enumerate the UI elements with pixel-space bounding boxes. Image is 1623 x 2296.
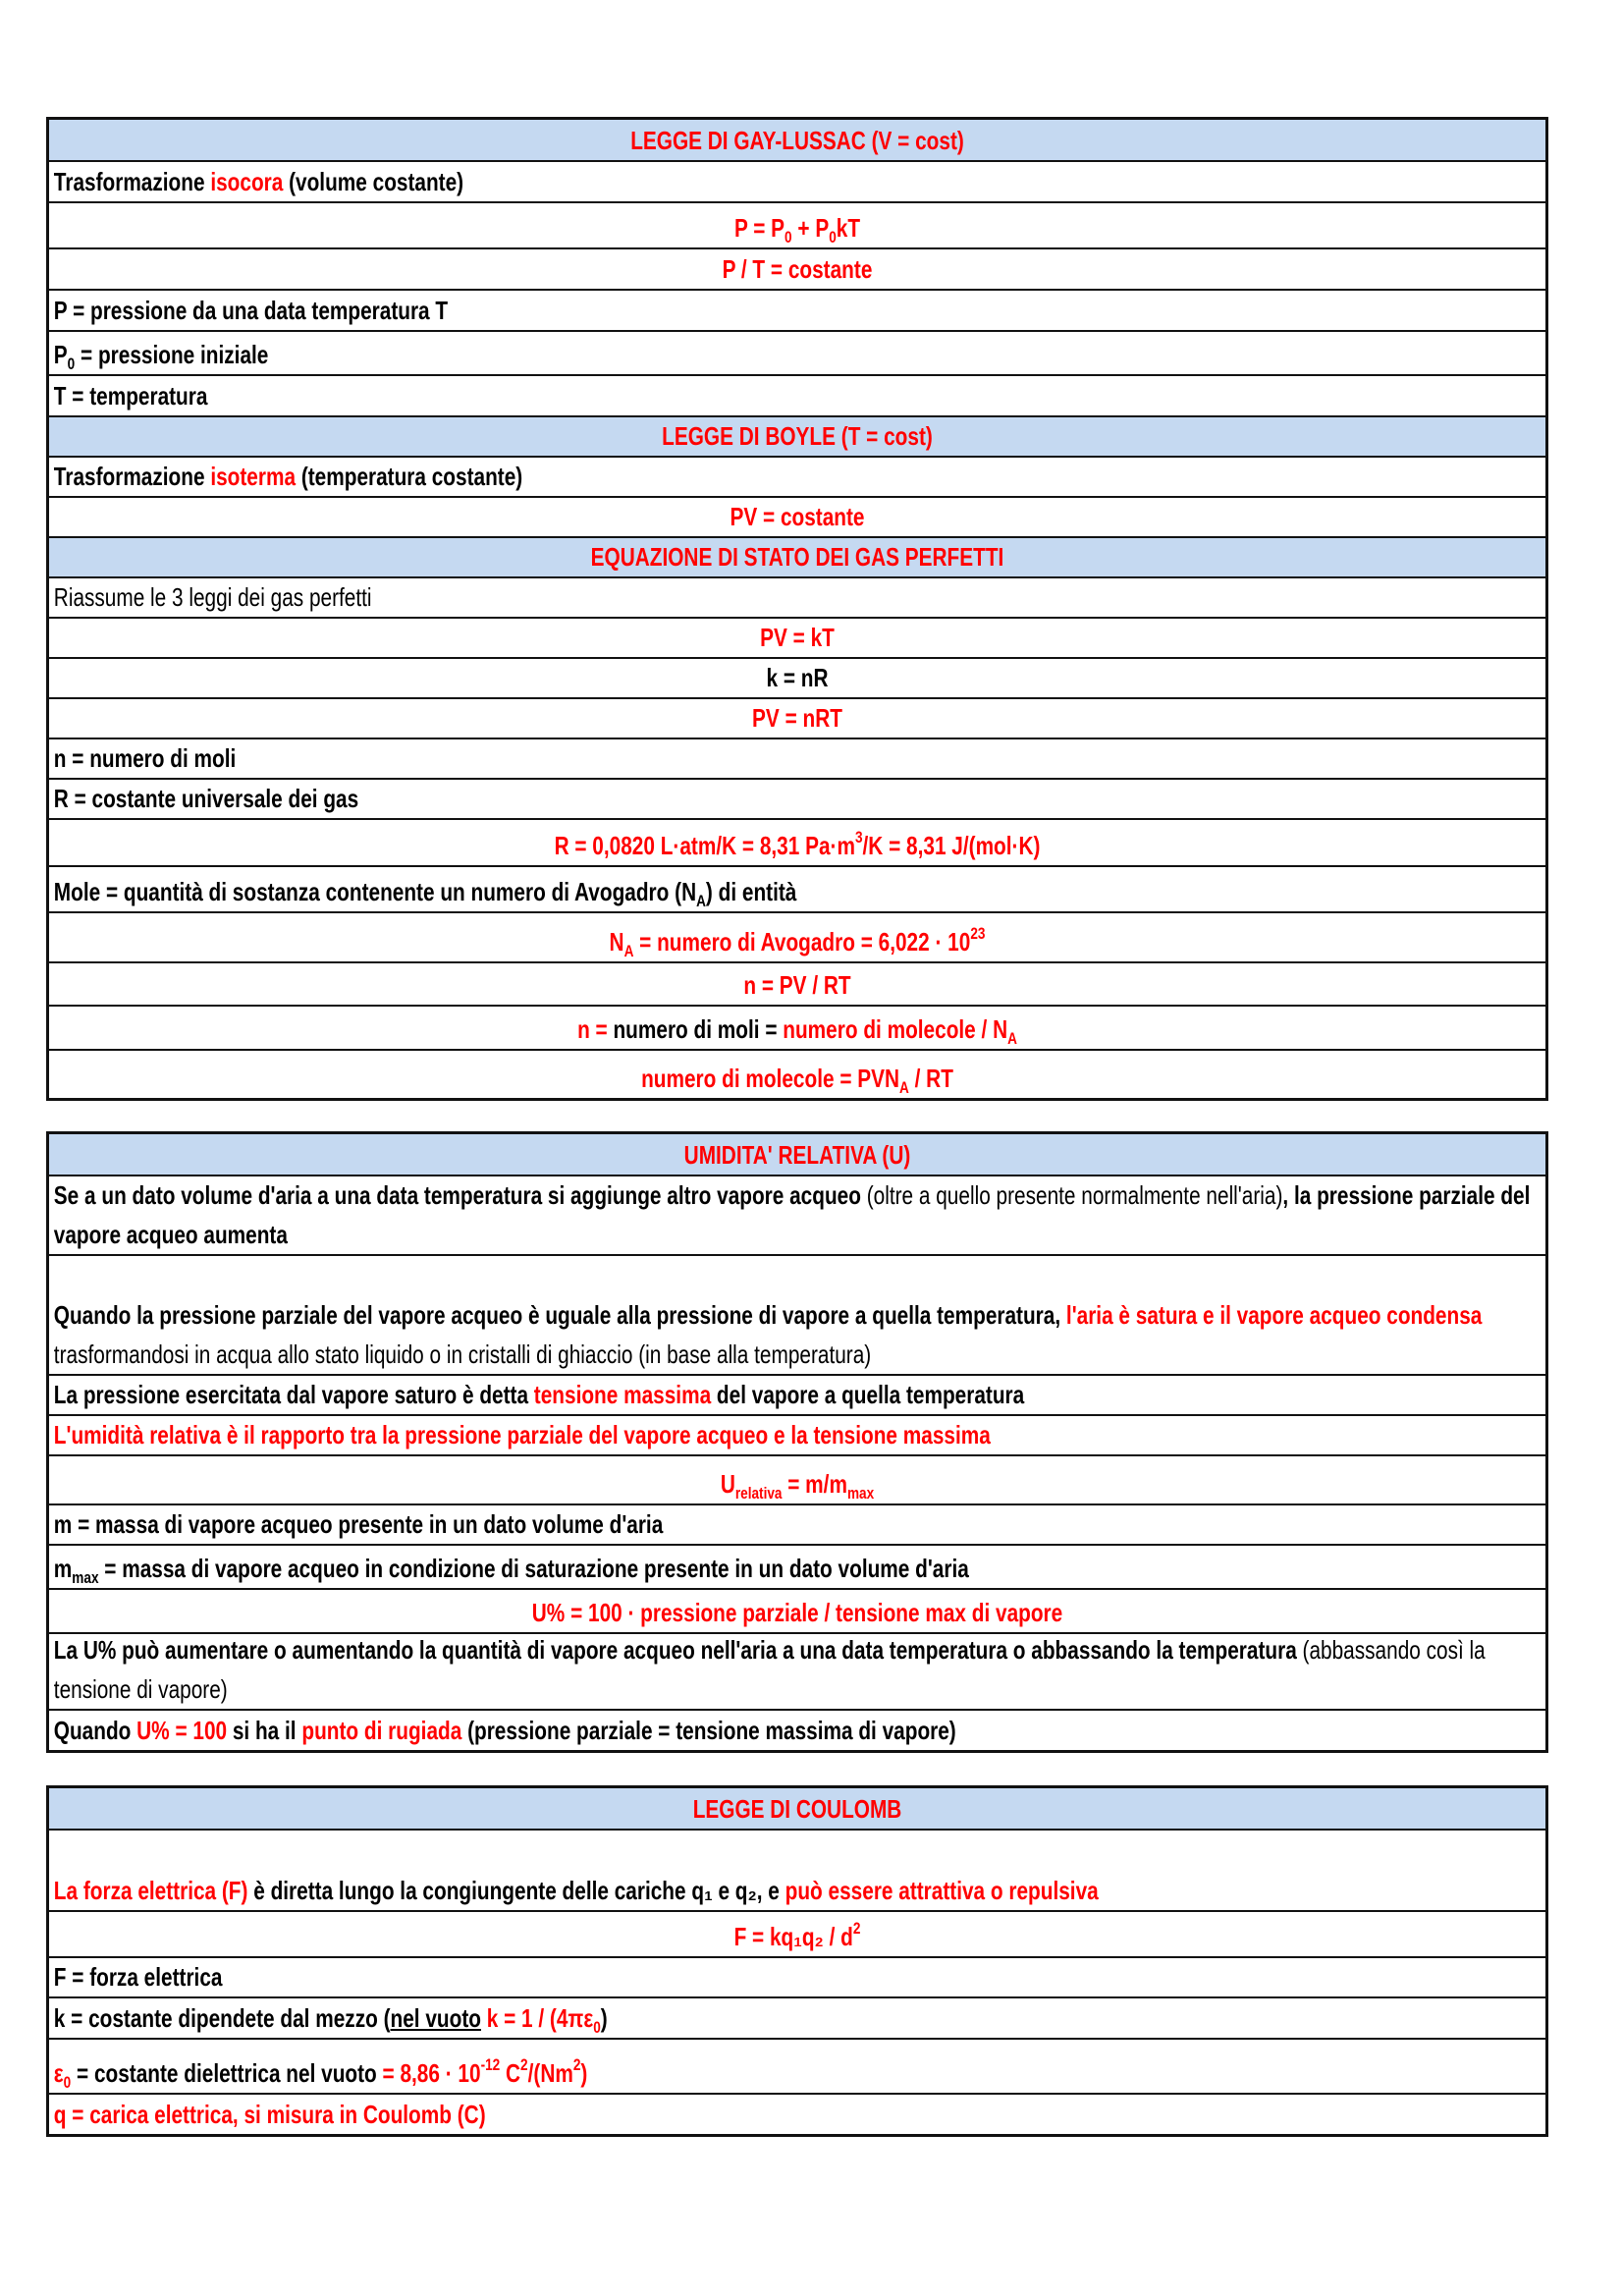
cell-text xyxy=(49,2053,1545,2093)
cell-text xyxy=(49,249,1545,289)
cell-text xyxy=(49,2095,1545,2134)
cell-text xyxy=(49,291,1545,330)
table-row xyxy=(49,657,1545,697)
text-segment: F = forza elettrica xyxy=(53,1962,223,1992)
text-segment: U% = 100 · pressione parziale / tensione max di vapore xyxy=(531,1598,1063,1627)
text-segment: q = carica elettrica, si misura in Coulomb (C) xyxy=(53,2100,486,2129)
text-segment: (oltre a quello presente normalmente nell'aria) xyxy=(860,1180,1283,1210)
table-row xyxy=(49,1414,1545,1454)
text-segment: k = 1 / (4πε xyxy=(486,2003,594,2033)
cell-text xyxy=(49,1135,1545,1175)
text-segment: = pressione iniziale xyxy=(75,340,269,369)
text-segment: numero di moli = xyxy=(613,1014,784,1044)
text-segment: Riassume le 3 leggi dei gas perfetti xyxy=(53,582,372,612)
cell-text xyxy=(49,1464,1545,1503)
text-segment: m = massa di vapore acqueo presente in un dato volume d'aria xyxy=(53,1509,664,1539)
text-segment: nel vuoto xyxy=(390,2003,481,2033)
table-row xyxy=(49,1709,1545,1750)
cell-text xyxy=(49,208,1545,247)
text-segment: C xyxy=(500,2058,521,2088)
cell-text xyxy=(49,1998,1545,2038)
table-row xyxy=(49,289,1545,330)
table-row xyxy=(49,576,1545,617)
text-segment: max xyxy=(846,1484,875,1503)
table-gas-laws xyxy=(46,117,1548,1101)
text-segment: LEGGE DI GAY-LUSSAC (V = cost) xyxy=(630,126,964,155)
table-row xyxy=(49,1503,1545,1544)
cell-text xyxy=(49,457,1545,496)
section-header-row xyxy=(49,1134,1545,1175)
text-segment: = massa di vapore acqueo in condizione di saturazione presente in un dato volume d'aria xyxy=(98,1554,969,1583)
table-row xyxy=(49,818,1545,865)
text-segment: trasformandosi in acqua allo stato liquido o in cristalli di ghiaccio (in base alla temperatura) xyxy=(53,1339,872,1369)
text-segment: Quando la pressione parziale del vapore acqueo è uguale alla pressione di vapore a quella temperatura, xyxy=(53,1300,1066,1330)
table-row xyxy=(49,201,1545,247)
cell-text xyxy=(49,1504,1545,1544)
cell-text xyxy=(49,826,1545,865)
text-segment: = numero di Avogadro = 6,022 · 10 xyxy=(633,927,971,957)
text-segment: n = numero di moli xyxy=(53,743,237,773)
cell-text xyxy=(49,922,1545,961)
cell-text xyxy=(49,1059,1545,1098)
text-segment: + P xyxy=(791,213,830,243)
table-coulomb-law xyxy=(46,1785,1548,2137)
text-segment: numero di molecole / N xyxy=(783,1014,1008,1044)
cell-text xyxy=(49,497,1545,536)
cell-text xyxy=(49,618,1545,657)
text-segment: A xyxy=(1007,1029,1017,1048)
text-segment: F = kq₁q₂ / d xyxy=(733,1922,853,1951)
text-segment: PV = costante xyxy=(730,502,865,531)
text-segment: PV = kT xyxy=(760,623,835,652)
table-row xyxy=(49,496,1545,536)
text-segment: numero di molecole = PVN xyxy=(641,1064,900,1093)
text-segment: k = costante dipendete dal mezzo ( xyxy=(53,2003,391,2033)
text-segment: T = temperatura xyxy=(53,381,208,410)
text-segment: 0 xyxy=(67,355,76,373)
text-segment: Se a un dato volume d'aria a una data temperatura si aggiunge altro vapore acqueo xyxy=(53,1180,861,1210)
table-row xyxy=(49,1956,1545,1996)
table-row xyxy=(49,911,1545,961)
text-segment: PV = nRT xyxy=(752,703,842,733)
text-segment: 0 xyxy=(784,228,792,246)
table-row xyxy=(49,865,1545,911)
cell-text xyxy=(49,1010,1545,1049)
table-row xyxy=(49,697,1545,738)
section-header-row xyxy=(49,120,1545,160)
table-row xyxy=(49,330,1545,374)
cell-text xyxy=(49,577,1545,617)
text-segment: R = 0,0820 L·atm/K = 8,31 Pa·m xyxy=(554,831,855,860)
cell-text xyxy=(49,416,1545,456)
cell-text xyxy=(49,376,1545,415)
cell-text xyxy=(49,965,1545,1005)
cell-text xyxy=(49,1549,1545,1588)
table-row xyxy=(49,247,1545,289)
table-row xyxy=(49,1049,1545,1098)
text-segment: A xyxy=(696,892,706,910)
text-segment: -12 xyxy=(480,2055,501,2074)
cell-text xyxy=(49,658,1545,697)
table-row xyxy=(49,738,1545,778)
text-segment: 2 xyxy=(572,2055,581,2074)
cell-text xyxy=(49,738,1545,778)
text-segment: , la pressione parziale del vapore acqueo aumenta xyxy=(53,1180,1531,1249)
text-segment: La forza elettrica (F) xyxy=(53,1876,248,1905)
text-segment: LEGGE DI BOYLE (T = cost) xyxy=(662,421,933,451)
text-segment: P xyxy=(53,340,68,369)
table-row xyxy=(49,1588,1545,1632)
cell-text xyxy=(49,779,1545,818)
table-relative-humidity xyxy=(46,1131,1548,1753)
cell-text xyxy=(49,1871,1545,1910)
text-segment: del vapore a quella temperatura xyxy=(711,1380,1025,1409)
text-segment: UMIDITA' RELATIVA (U) xyxy=(683,1140,911,1170)
text-segment: tensione massima xyxy=(533,1380,712,1409)
cell-text xyxy=(49,1375,1545,1414)
text-segment: kT xyxy=(836,213,861,243)
cell-text xyxy=(49,872,1545,911)
cell-text xyxy=(49,1632,1545,1709)
text-segment: Mole = quantità di sostanza contenente un numero di Avogadro (N xyxy=(53,877,697,906)
table-row xyxy=(49,778,1545,818)
section-header-row xyxy=(49,415,1545,456)
text-segment: A xyxy=(623,942,634,960)
text-segment: ) di entità xyxy=(705,877,797,906)
text-segment: 0 xyxy=(63,2073,72,2092)
text-segment: (temperatura costante) xyxy=(296,462,523,491)
table-row xyxy=(49,1829,1545,1910)
cell-text xyxy=(49,1175,1545,1254)
cell-text xyxy=(49,121,1545,160)
table-row xyxy=(49,374,1545,415)
text-segment: (pressione parziale = tensione massima di vapore) xyxy=(461,1716,956,1745)
cell-text xyxy=(49,1957,1545,1996)
cell-text xyxy=(49,1295,1545,1374)
table-row xyxy=(49,1374,1545,1414)
text-segment: n = PV / RT xyxy=(743,970,851,1000)
text-segment: La U% può aumentare o aumentando la quantità di vapore acqueo nell'aria a una data temperatura o abbassando la temperatura xyxy=(53,1635,1297,1665)
text-segment: punto di rugiada xyxy=(301,1716,462,1745)
text-segment: 0 xyxy=(829,228,837,246)
text-segment: ε xyxy=(53,2058,64,2088)
table-row xyxy=(49,1544,1545,1588)
text-segment: ) xyxy=(580,2058,588,2088)
text-segment: LEGGE DI COULOMB xyxy=(692,1794,902,1824)
text-segment: 3 xyxy=(854,828,863,847)
text-segment: P = P xyxy=(733,213,785,243)
text-segment: EQUAZIONE DI STATO DEI GAS PERFETTI xyxy=(590,542,1004,572)
text-segment: (abbassando così la tensione di vapore) xyxy=(53,1635,1486,1704)
text-segment: L'umidità relativa è il rapporto tra la pressione parziale del vapore acqueo e la tensione massima xyxy=(53,1420,991,1449)
section-header-row xyxy=(49,536,1545,576)
text-segment: è diretta lungo la congiungente delle cariche q₁ e q₂, e xyxy=(247,1876,785,1905)
text-segment: 2 xyxy=(520,2055,528,2074)
cell-text xyxy=(49,698,1545,738)
text-segment: (volume costante) xyxy=(283,167,464,196)
text-segment: U xyxy=(720,1469,735,1499)
text-segment: l'aria è satura e il vapore acqueo condensa xyxy=(1065,1300,1483,1330)
table-row xyxy=(49,1005,1545,1049)
table-row xyxy=(49,1175,1545,1254)
text-segment: R = costante universale dei gas xyxy=(53,784,359,813)
text-segment: / RT xyxy=(908,1064,953,1093)
text-segment: 23 xyxy=(970,924,986,943)
text-segment: 2 xyxy=(852,1919,861,1938)
text-segment: n = xyxy=(577,1014,614,1044)
text-segment: = 8,86 · 10 xyxy=(382,2058,481,2088)
cell-text xyxy=(49,1789,1545,1829)
cell-text xyxy=(49,162,1545,201)
table-row xyxy=(49,1996,1545,2038)
text-segment: m xyxy=(53,1554,73,1583)
text-segment: max xyxy=(72,1568,99,1587)
cell-text xyxy=(49,1711,1545,1750)
text-segment: isoterma xyxy=(210,462,297,491)
text-segment: Quando xyxy=(53,1716,137,1745)
text-segment: 0 xyxy=(593,2018,601,2037)
table-row xyxy=(49,1910,1545,1956)
text-segment: P = pressione da una data temperatura T xyxy=(53,296,449,325)
cell-text xyxy=(49,1593,1545,1632)
table-row xyxy=(49,1454,1545,1503)
cell-text xyxy=(49,537,1545,576)
text-segment: Trasformazione xyxy=(53,167,211,196)
text-segment: k = nR xyxy=(766,663,829,692)
text-segment: si ha il xyxy=(227,1716,302,1745)
text-segment: = costante dielettrica nel vuoto xyxy=(71,2058,383,2088)
text-segment: La pressione esercitata dal vapore saturo è detta xyxy=(53,1380,534,1409)
table-row xyxy=(49,160,1545,201)
text-segment: U% = 100 xyxy=(136,1716,228,1745)
text-segment: = m/m xyxy=(782,1469,847,1499)
cell-text xyxy=(49,1415,1545,1454)
cell-text xyxy=(49,1917,1545,1956)
text-segment: N xyxy=(609,927,624,957)
table-row xyxy=(49,961,1545,1005)
section-header-row xyxy=(49,1788,1545,1829)
table-row xyxy=(49,1632,1545,1709)
cell-text xyxy=(49,335,1545,374)
table-row xyxy=(49,2093,1545,2134)
table-row xyxy=(49,2038,1545,2093)
text-segment: /K = 8,31 J/(mol·K) xyxy=(862,831,1041,860)
text-segment: ) xyxy=(600,2003,608,2033)
table-row xyxy=(49,617,1545,657)
table-row xyxy=(49,456,1545,496)
table-row xyxy=(49,1254,1545,1374)
text-segment: relativa xyxy=(734,1484,783,1503)
text-segment: /(Nm xyxy=(527,2058,573,2088)
text-segment: può essere attrattiva o repulsiva xyxy=(784,1876,1099,1905)
text-segment: A xyxy=(899,1078,909,1097)
text-segment: isocora xyxy=(210,167,284,196)
text-segment: Trasformazione xyxy=(53,462,211,491)
text-segment: P / T = costante xyxy=(722,254,873,284)
